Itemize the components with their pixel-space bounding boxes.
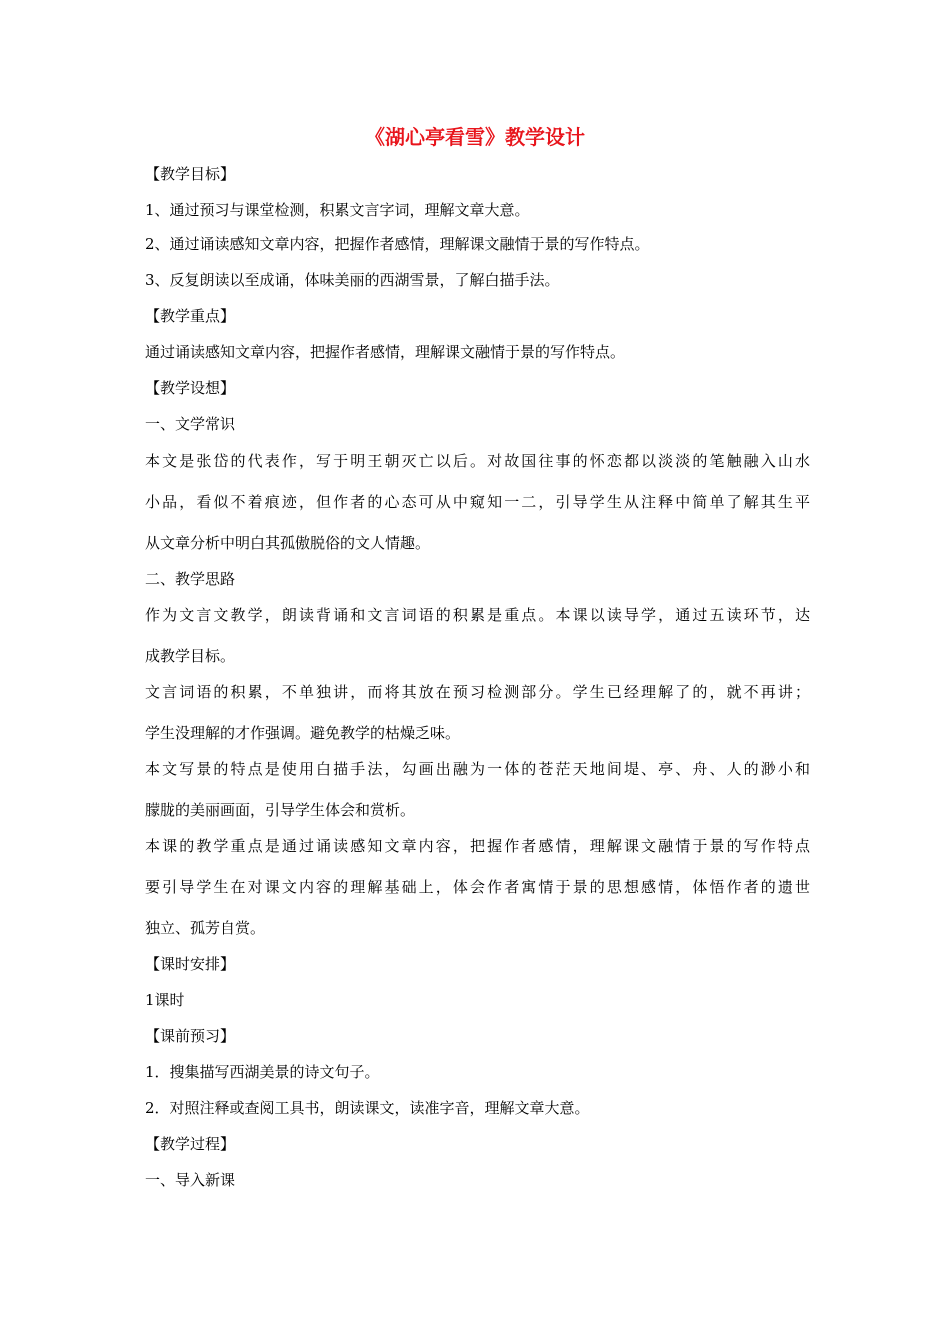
preview-item-2: 2．对照注释或查阅工具书，朗读课文，读准字音，理解文章大意。 [145, 1099, 590, 1117]
section-heading-key-points: 【教学重点】 [145, 307, 236, 325]
paragraph-line: 本文写景的特点是使用白描手法，勾画出融为一体的苍茫天地间堤、亭、舟、人的渺小和 [145, 760, 810, 778]
paragraph-line: 本课的教学重点是通过诵读感知文章内容，把握作者感情，理解课文融情于景的写作特点 [145, 837, 810, 855]
goal-item-2: 2、通过诵读感知文章内容，把握作者感情，理解课文融情于景的写作特点。 [145, 235, 650, 253]
subheading-teaching-approach: 二、教学思路 [145, 570, 236, 588]
paragraph-line: 本文是张岱的代表作，写于明王朝灭亡以后。对故国往事的怀恋都以淡淡的笔触融入山水 [145, 452, 810, 470]
goal-item-1: 1、通过预习与课堂检测，积累文言字词，理解文章大意。 [145, 201, 530, 219]
paragraph-line: 小品，看似不着痕迹，但作者的心态可从中窥知一二，引导学生从注释中简单了解其生平 [145, 493, 810, 511]
section-heading-teaching-process: 【教学过程】 [145, 1135, 236, 1153]
class-hours-text: 1课时 [145, 991, 185, 1009]
preview-item-1: 1．搜集描写西湖美景的诗文句子。 [145, 1063, 380, 1081]
paragraph-line: 作为文言文教学，朗读背诵和文言词语的积累是重点。本课以读导学，通过五读环节，达 [145, 606, 810, 624]
paragraph-line: 成教学目标。 [145, 647, 236, 665]
paragraph-line: 朦胧的美丽画面，引导学生体会和赏析。 [145, 801, 416, 819]
key-point-text: 通过诵读感知文章内容，把握作者感情，理解课文融情于景的写作特点。 [145, 343, 626, 361]
section-heading-class-schedule: 【课时安排】 [145, 955, 236, 973]
subheading-introduction: 一、导入新课 [145, 1171, 236, 1189]
section-heading-teaching-goals: 【教学目标】 [145, 165, 236, 183]
section-heading-teaching-design: 【教学设想】 [145, 379, 236, 397]
paragraph-line: 学生没理解的才作强调。避免教学的枯燥乏味。 [145, 724, 461, 742]
goal-item-3: 3、反复朗读以至成诵，体味美丽的西湖雪景，了解白描手法。 [145, 271, 560, 289]
paragraph-line: 独立、孤芳自赏。 [145, 919, 266, 937]
paragraph-line: 文言词语的积累，不单独讲，而将其放在预习检测部分。学生已经理解了的，就不再讲； [145, 683, 810, 701]
document-title: 《湖心亭看雪》教学设计 [365, 125, 585, 149]
paragraph-line: 要引导学生在对课文内容的理解基础上，体会作者寓情于景的思想感情，体悟作者的遗世 [145, 878, 810, 896]
subheading-literary-knowledge: 一、文学常识 [145, 415, 236, 433]
section-heading-preview: 【课前预习】 [145, 1027, 236, 1045]
paragraph-line: 从文章分析中明白其孤傲脱俗的文人情趣。 [145, 534, 431, 552]
